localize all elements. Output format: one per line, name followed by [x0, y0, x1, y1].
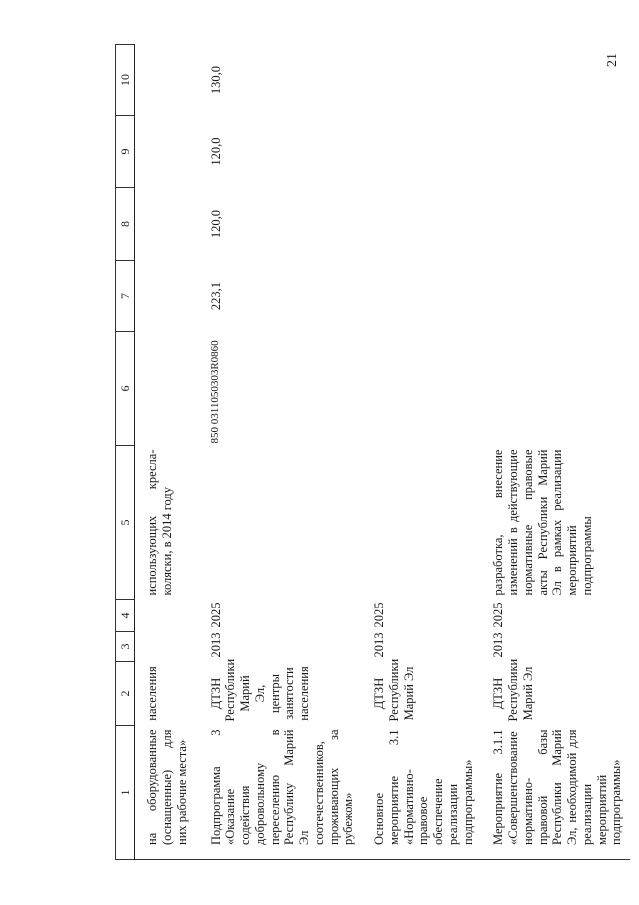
- cell-value-9: [362, 116, 481, 188]
- header-row: [116, 45, 135, 860]
- cell-result: [199, 446, 363, 600]
- cell-executor: ДТЗН Республики Марий Эл: [372, 658, 416, 722]
- cell-budget-code: [481, 332, 630, 446]
- cell-value-9: [135, 116, 199, 188]
- cell-start-year: 2013: [208, 632, 223, 658]
- cell-result: [362, 446, 481, 600]
- column-header-8: 8: [116, 188, 135, 261]
- cell-budget-code: [362, 332, 481, 446]
- table-row: [362, 45, 481, 860]
- cell-budget-code: [135, 332, 199, 446]
- cell-value-9: [481, 116, 630, 188]
- cell-start-year: 2013: [491, 632, 506, 658]
- cell-start-year: [135, 632, 199, 662]
- column-header-4: 4: [116, 600, 135, 632]
- cell-executor: населения: [145, 666, 159, 721]
- column-header-3: 3: [116, 632, 135, 662]
- cell-end-year: [135, 600, 199, 632]
- cell-value-8: [362, 188, 481, 261]
- page-number: 21: [605, 53, 620, 67]
- cell-value-8: [481, 188, 630, 261]
- cell-budget-code: 850 0311050303R0860: [208, 340, 221, 444]
- cell-executor: ДТЗН Республики Марий Эл, центры занятости населения: [208, 658, 311, 722]
- cell-value-7: 223,1: [208, 281, 223, 311]
- cell-executor: ДТЗН Республики Марий Эл: [491, 658, 535, 722]
- column-header-10: 10: [116, 45, 135, 116]
- column-header-6: 6: [116, 332, 135, 446]
- cell-value-10: [481, 45, 630, 116]
- cell-value-8: 120,0: [208, 209, 223, 239]
- column-header-1: 1: [116, 726, 135, 860]
- cell-result: использующих кресла-коляски, в 2014 году: [145, 449, 174, 596]
- cell-start-year: 2013: [372, 632, 386, 658]
- cell-value-10: 130,0: [208, 65, 223, 95]
- column-header-5: 5: [116, 446, 135, 600]
- cell-value-10: [135, 45, 199, 116]
- table-row: [481, 45, 630, 860]
- cell-name: Мероприятие 3.1.1 «Совершенствование нормативно-правовой базы Республики Марий Эл, необходимой для реализации мероприятий подпрограммы»: [481, 726, 630, 860]
- table-row: [199, 45, 363, 860]
- column-header-7: 7: [116, 261, 135, 332]
- cell-name: на оборудованные (оснащенные) для них рабочие места»: [135, 726, 199, 860]
- table-row: [135, 45, 199, 860]
- cell-result: разработка, внесение изменений в действующие нормативные правовые акты Республики Марий Эл в рамках реализации мероприятий подпрограммы: [491, 449, 594, 596]
- cell-end-year: 2025: [491, 602, 506, 628]
- cell-end-year: 2025: [208, 602, 223, 628]
- cell-value-7: [135, 261, 199, 332]
- cell-value-8: [135, 188, 199, 261]
- cell-value-10: [362, 45, 481, 116]
- column-header-2: 2: [116, 662, 135, 726]
- cell-value-7: [362, 261, 481, 332]
- cell-value-9: 120,0: [208, 137, 223, 166]
- cell-value-7: [481, 261, 630, 332]
- cell-name: Подпрограмма 3 «Оказание содействия добровольному переселению в Республику Марий Эл соотечественников, проживающих за рубежом»: [199, 726, 363, 860]
- program-table: [115, 44, 630, 860]
- column-header-9: 9: [116, 116, 135, 188]
- cell-end-year: 2025: [372, 602, 386, 628]
- cell-name: Основное мероприятие 3.1 «Нормативно-правовое обеспечение реализации подпрограммы»: [362, 726, 481, 860]
